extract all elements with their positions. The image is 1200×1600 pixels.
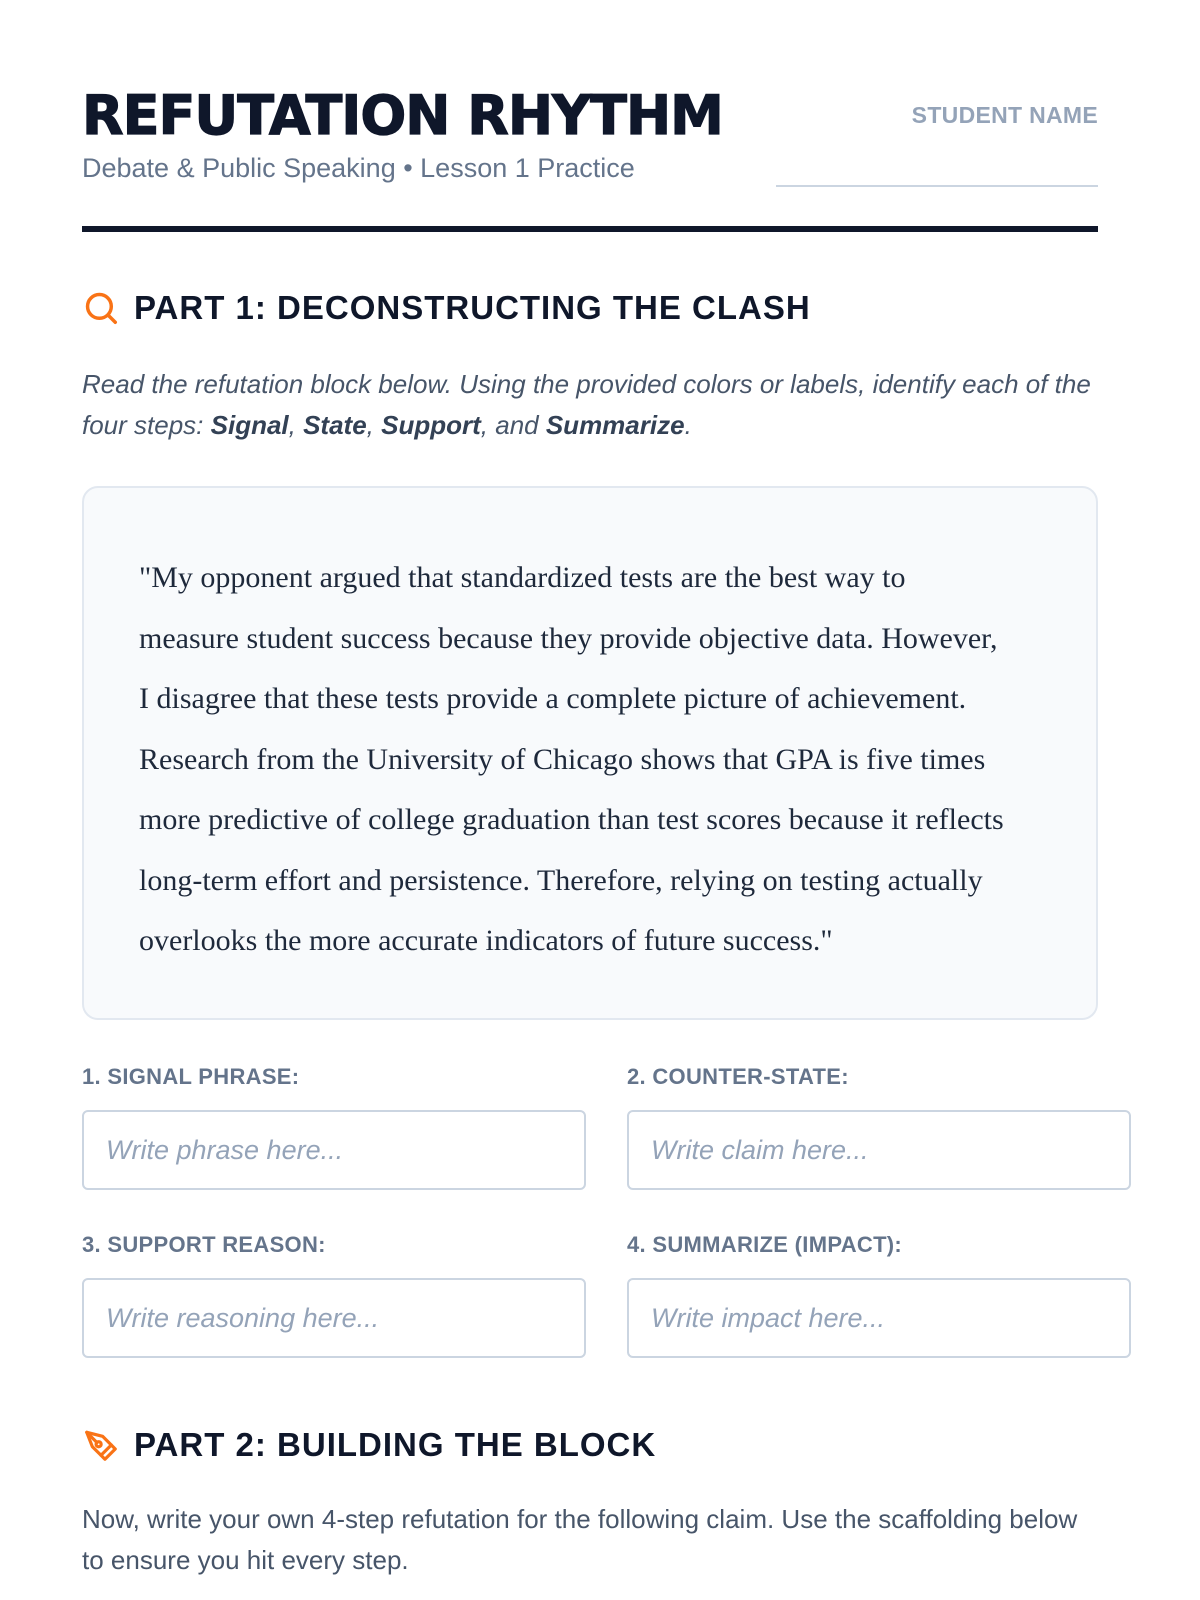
instructions-separator: , — [288, 410, 304, 440]
page-title: REFUTATION RHYTHM — [82, 84, 723, 147]
part2-instructions: Now, write your own 4-step refutation for the following claim. Use the scaffolding below to ensure you hit every step. — [82, 1504, 1078, 1575]
instructions-separator: , — [366, 410, 382, 440]
part2-heading — [82, 1426, 656, 1464]
part1-instructions — [82, 364, 1098, 446]
instructions-text: Read the refutation block below. Using the provided colors or labels, identify each of the four steps: — [82, 369, 1091, 440]
worksheet-header — [82, 84, 1098, 236]
step-summarize: Summarize — [545, 410, 685, 440]
signal-phrase-input[interactable] — [82, 1110, 586, 1190]
summarize-impact-label: 4. SUMMARIZE (IMPACT): — [627, 1232, 903, 1257]
part1-title: PART 1: DECONSTRUCTING THE CLASH — [134, 289, 811, 326]
part1-heading — [82, 289, 811, 327]
step-support: Support — [381, 410, 481, 440]
student-name-label: STUDENT NAME — [911, 102, 1098, 128]
refutation-passage-box — [82, 486, 1098, 1020]
instructions-end: . — [684, 410, 692, 440]
signal-phrase-label: 1. SIGNAL PHRASE: — [82, 1064, 300, 1089]
support-reason-input[interactable] — [82, 1278, 586, 1358]
page-subtitle: Debate & Public Speaking • Lesson 1 Practice — [82, 153, 635, 183]
pen-tool-icon — [82, 1426, 120, 1464]
search-icon — [82, 289, 120, 327]
counter-state-label: 2. COUNTER-STATE: — [627, 1064, 849, 1089]
refutation-passage: "My opponent argued that standardized tests are the best way to measure student success because they provide objective data. However, I disagree that these tests provide a complete picture of achievement. Research from the University of Chicago shows that GPA is five times more predictive of college graduation than test scores because it reflects long-term effort and persistence. Therefore, relying on testing actually overlooks the more accurate indicators of future success." — [139, 561, 1004, 957]
step-state: State — [303, 410, 367, 440]
step-signal: Signal — [210, 410, 289, 440]
header-divider — [82, 226, 1098, 232]
counter-state-input[interactable] — [627, 1110, 1131, 1190]
student-name-line[interactable] — [776, 185, 1098, 187]
instructions-separator: , and — [480, 410, 546, 440]
summarize-impact-input[interactable] — [627, 1278, 1131, 1358]
support-reason-label: 3. SUPPORT REASON: — [82, 1232, 326, 1257]
part2-title: PART 2: BUILDING THE BLOCK — [134, 1426, 657, 1463]
